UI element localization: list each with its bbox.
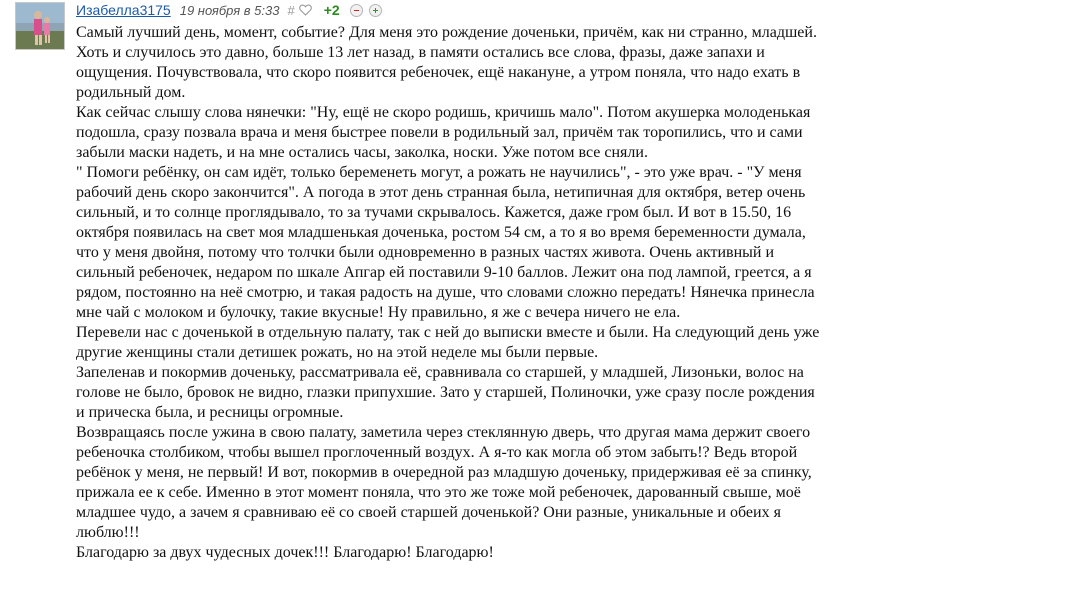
comment-paragraph: Как сейчас слышу слова нянечки: "Ну, ещё не скоро родишь, кричишь мало". Потом акушерка молоденькая подошла, сразу позвала врача и меня быстрее повели в родильный зал, причём так торопились, что и сами забыли маски надеть, и на мне остались часы, заколка, носки. Уже потом все сняли. bbox=[76, 104, 811, 161]
comment-header bbox=[76, 1, 382, 19]
vote-up-icon[interactable] bbox=[369, 4, 382, 17]
comment-paragraph: Возвращаясь после ужина в свою палату, заметила через стеклянную дверь, что другая мама держит своего ребеночка столбиком, чтобы вышел проглоченный воздух. А я-то как могла об этом забыть!? Ведь второй ребёнок у меня, не первый! И вот, покормив в очередной раз младшую доченьку, придерживая её за спинку, прижала ее к себе. Именно в этот момент поняла, что это же тоже мой ребеночек, дарованный свыше, моё младшее чудо, а зачем я сравниваю её со своей старшей доченькой? Они разные, уникальные и обеих я люблю!!! bbox=[76, 424, 812, 541]
comment-date: 19 ноября в 5:33 bbox=[179, 2, 280, 18]
vote-down-icon[interactable] bbox=[350, 4, 363, 17]
comment-paragraph: Перевели нас с доченькой в отдельную палату, так с ней до выписки вместе и были. На следующий день уже другие женщины стали детишек рожать, но на этой неделе мы были первые. bbox=[76, 324, 820, 361]
comment-paragraph: " Помоги ребёнку, он сам идёт, только беременеть могут, а рожать не научились", - это уже врач. - "У меня рабочий день скоро закончится". А погода в этот день странная была, нетипичная для октября, ветер очень сильный, и то солнце проглядывало, то за тучами скрывалось. Кажется, даже гром был. И вот в 15.50, 16 октября появилась на свет моя младшенькая доченька, ростом 54 см, а то я во время беременности думала, что у меня двойня, потому что толчки были одновременно в разных частях живота. Очень активный и сильный ребеночек, недаром по шкале Апгар ей поставили 9-10 баллов. Лежит она под лампой, греется, а я рядом, постоянно на неё смотрю, и такая радость на душе, что словами сложно передать! Нянечка принесла мне чай с молоком и булочку, такие вкусные! Ну правильно, я же с вечера ничего не ела. bbox=[76, 164, 815, 321]
heart-icon[interactable] bbox=[299, 4, 312, 16]
author-link[interactable]: Изабелла3175 bbox=[76, 2, 171, 18]
comment-paragraph: Запеленав и покормив доченьку, рассматривала её, сравнивала со старшей, у младшей, Лизоньки, волос на голове не было, бровок не видно, глазки припухшие. Зато у старшей, Полиночки, уже сразу после рождения и прическа была, и ресницы огромные. bbox=[76, 364, 815, 421]
rating-score: +2 bbox=[323, 2, 340, 18]
comment-paragraph: Самый лучший день, момент, событие? Для меня это рождение доченьки, причём, как ни странно, младшей. Хоть и случилось это давно, больше 13 лет назад, в памяти остались все слова, фразы, даже запахи и ощущения. Почувствовала, что скоро появится ребеночек, ещё накануне, а утром поняла, что надо ехать в родильный дом. bbox=[76, 24, 817, 101]
comment-paragraph: Благодарю за двух чудесных дочек!!! Благодарю! Благодарю! bbox=[76, 544, 494, 561]
permalink-hash[interactable]: # bbox=[287, 2, 295, 18]
avatar[interactable] bbox=[15, 2, 65, 50]
comment-body bbox=[76, 23, 826, 563]
avatar-photo bbox=[16, 3, 64, 49]
